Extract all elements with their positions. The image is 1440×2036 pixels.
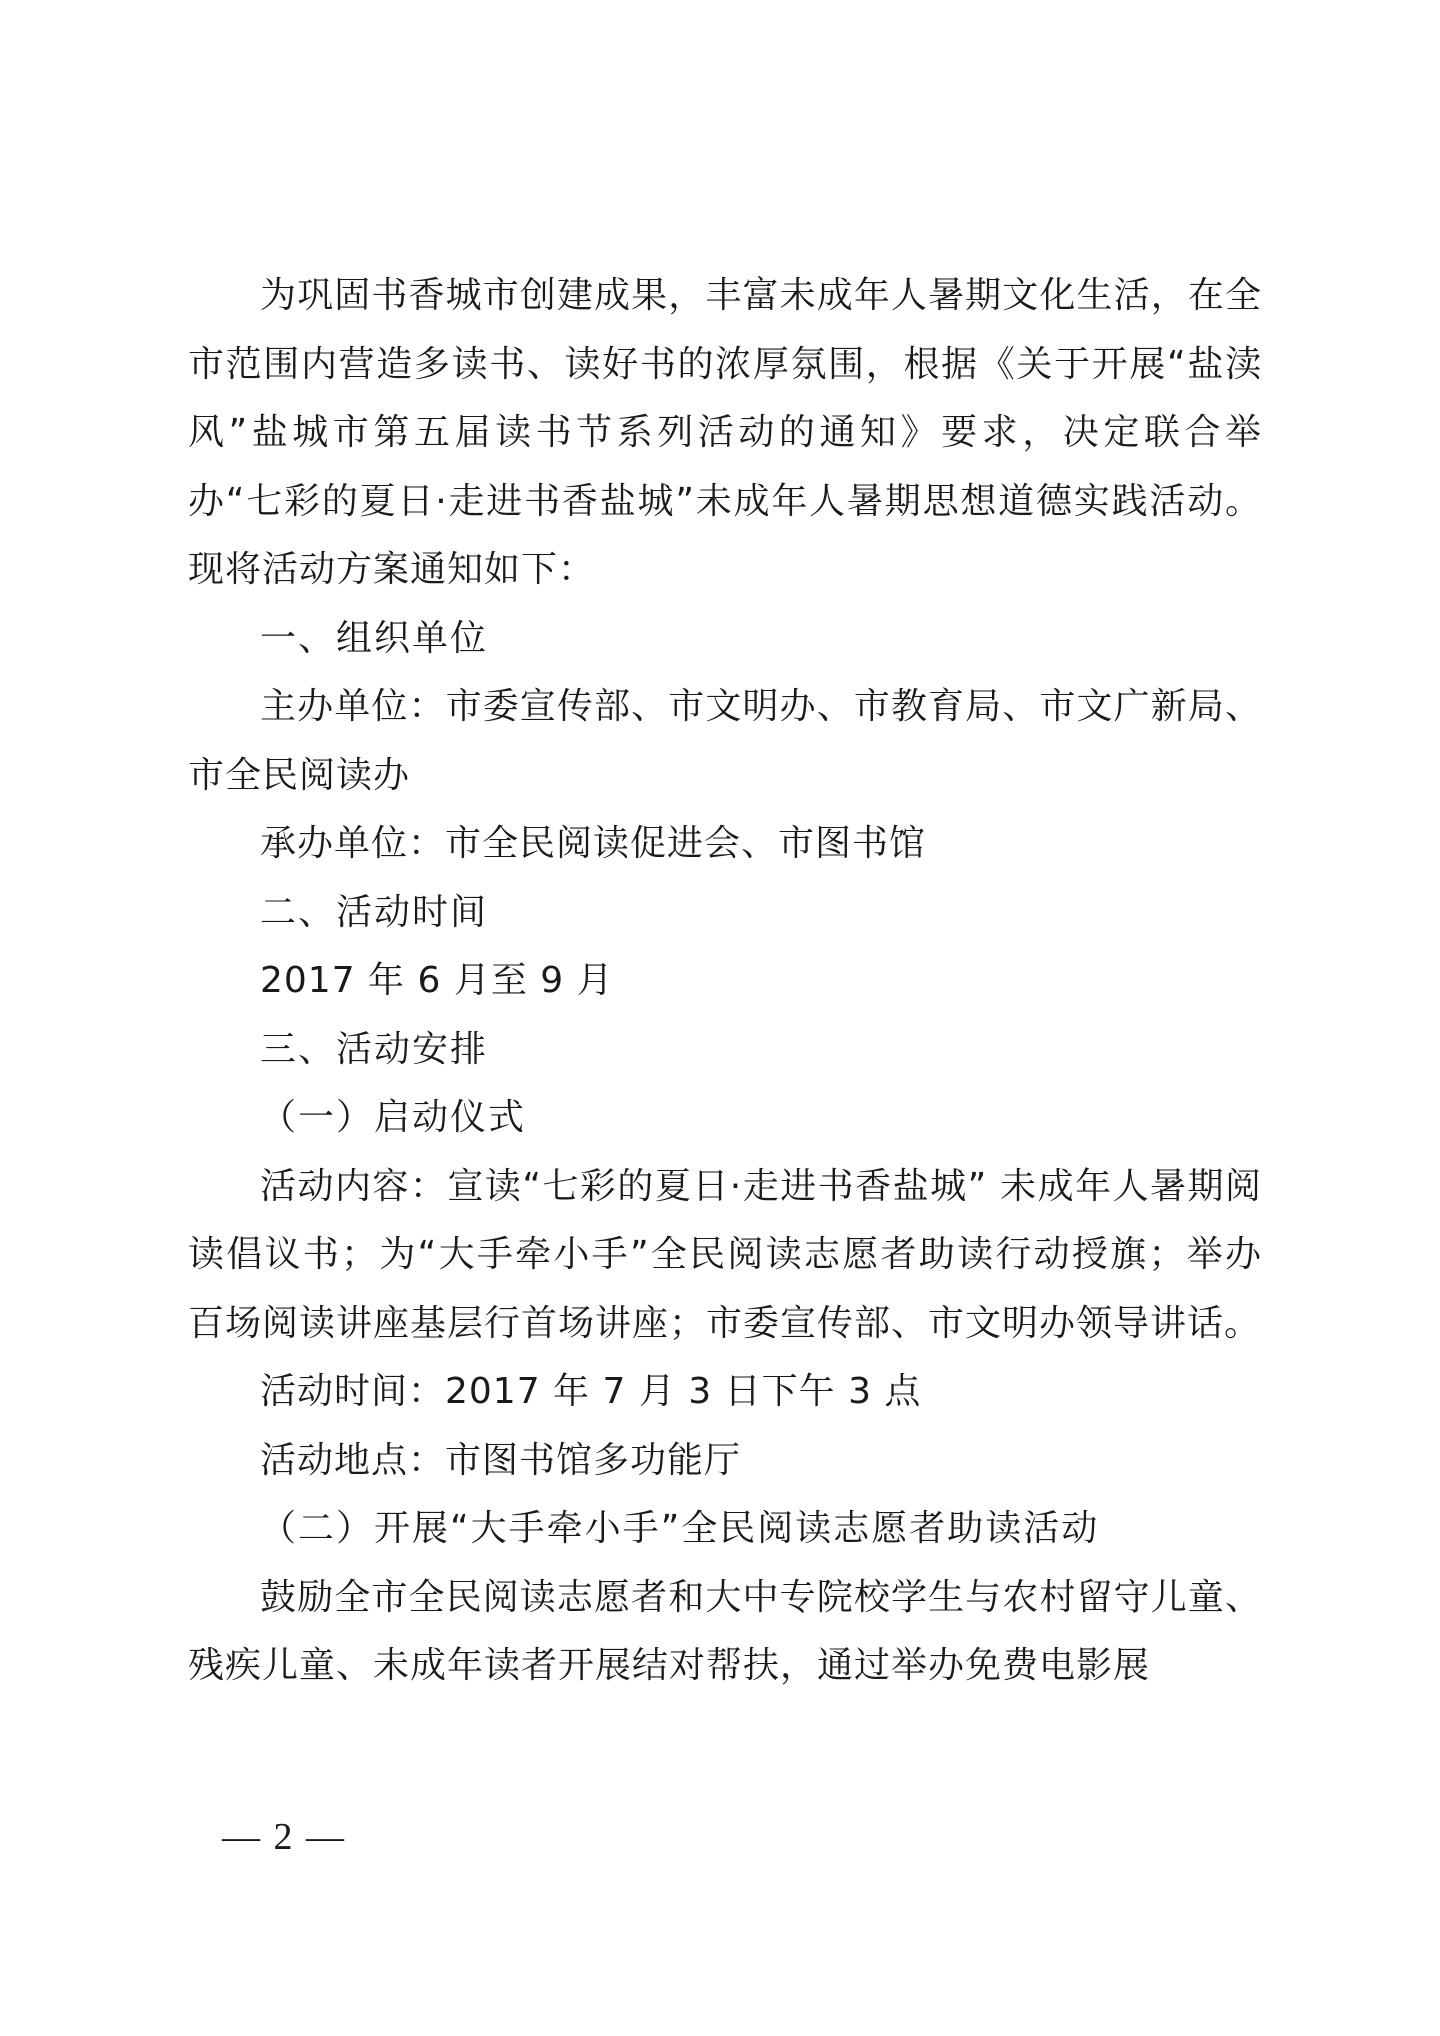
launch-location-paragraph: 活动地点：市图书馆多功能厅 [260, 1439, 742, 1481]
volunteer-activity-paragraph: 鼓励全市全民阅读志愿者和大中专院校学生与农村留守儿童、残疾儿童、未成年读者开展结对帮扶，通过举办免费电影展 [188, 1576, 1262, 1686]
launch-time-paragraph: 活动时间：2017 年 7 月 3 日下午 3 点 [260, 1371, 922, 1412]
section-heading-arrangement: 三、活动安排 [260, 1028, 489, 1070]
organizing-units-paragraph: 承办单位：市全民阅读促进会、市图书馆 [260, 823, 927, 864]
subsection-heading-launch: （一）启动仪式 [260, 1097, 527, 1138]
subsection-heading-volunteers: （二）开展“大手牵小手”全民阅读志愿者助读活动 [260, 1508, 1100, 1549]
activity-period-paragraph: 2017 年 6 月至 9 月 [260, 960, 614, 1001]
launch-content-paragraph: 活动内容：宣读“七彩的夏日·走进书香盐城” 未成年人暑期阅读倡议书；为“大手牵小手”全民阅读志愿者助读行动授旗；举办百场阅读讲座基层行首场讲座；市委宣传部、市文明办领导讲话。 [188, 1165, 1262, 1344]
host-units-paragraph: 主办单位：市委宣传部、市文明办、市教育局、市文广新局、市全民阅读办 [188, 686, 1262, 796]
page-number: — 2 — [222, 1816, 346, 1858]
section-heading-time: 二、活动时间 [260, 891, 489, 933]
intro-paragraph: 为巩固书香城市创建成果，丰富未成年人暑期文化生活，在全市范围内营造多读书、读好书的浓厚氛围，根据《关于开展“盐渎风”盐城市第五届读书节系列活动的通知》要求，决定联合举办“七彩的夏日·走进书香盐城”未成年人暑期思想道德实践活动。现将活动方案通知如下： [188, 275, 1262, 590]
document-body [188, 262, 1262, 1701]
section-heading-organizers: 一、组织单位 [260, 617, 489, 659]
